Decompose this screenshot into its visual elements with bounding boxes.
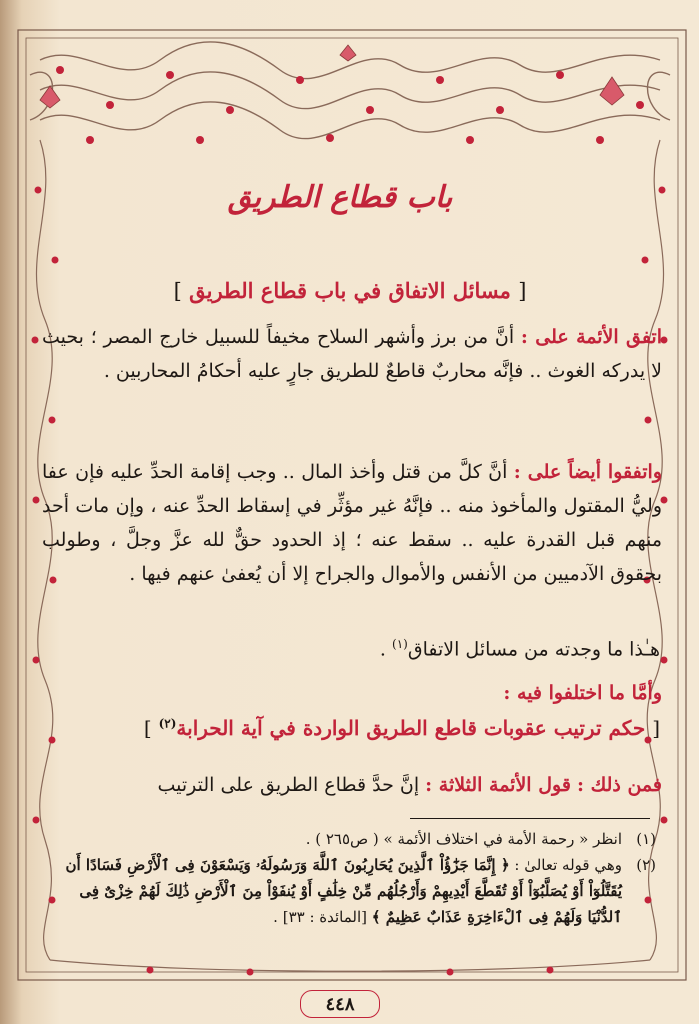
citation: [المائدة : ٣٣] .: [273, 908, 372, 926]
paragraph-lead: فمن ذلك :: [576, 774, 662, 796]
paragraph-lead: اتفق الأئمة على :: [520, 326, 663, 348]
paragraph-end: .: [379, 638, 393, 661]
quran-verse: ﴿ إِنَّمَا جَزَٰٓؤُاْ ٱلَّذِينَ يُحَارِبُونَ ٱللَّهَ وَرَسُولَهُۥ وَيَسْعَوْنَ فِى ٱلْأَرْضِ فَسَادًا أَن يُقَتَّلُوٓاْ أَوْ يُصَلَّبُوٓاْ أَوْ تُقَطَّعَ أَيْدِيهِمْ وَأَرْجُلُهُم مِّنْ خِلَٰفٍ أَوْ يُنفَوْاْ مِنَ ٱلْأَرْضِ ذَٰلِكَ لَهُمْ خِزْىٌ فِى ٱلدُّنْيَا وَلَهُمْ فِى ٱلْءَاخِرَةِ عَذَابٌ عَظِيمٌ ﴾: [65, 856, 622, 926]
section-heading-text: مسائل الاتفاق في باب قطاع الطريق: [189, 278, 511, 303]
page-number: ٤٤٨: [300, 990, 380, 1018]
footnote-divider: [410, 818, 650, 819]
paragraph-text: إنَّ حدَّ قطاع الطريق على الترتيب: [157, 774, 426, 796]
paragraph-text: أنَّ كلَّ من قتل وأخذ المال .. وجب إقامة الحدِّ عليه فإن عفا وليُّ المقتول والمأخوذ منه .. فإنَّهُ غير مؤثِّر في إسقاط الحدِّ عنه ، وإن مات أحد منهم قبل القدرة عليه .. سقط عنه ؛ إذ الحدود حقٌّ لله عزَّ وجلَّ ، وطولب بحقوق الآدميين من الأنفس والأموال والجراح إلا أن يُعفىٰ عنهم فيها .: [42, 461, 662, 585]
footnote-text: انظر « رحمة الأمة في اختلاف الأئمة » ( ص٢٦٥ ) .: [305, 830, 622, 848]
bracket-open: [: [652, 716, 660, 740]
section-heading-ruling: [60, 716, 660, 740]
paragraph-lead-2: قول الأئمة الثلاثة :: [425, 774, 571, 796]
footnote-ref-2[interactable]: (٢): [158, 716, 177, 731]
bracket-close: ]: [173, 279, 182, 303]
footnote-intro: وهي قوله تعالىٰ :: [509, 856, 622, 874]
paragraph-4: [42, 676, 662, 710]
footnote-number: (٢): [636, 856, 656, 874]
bracket-open: [: [518, 279, 527, 303]
footnotes: [50, 826, 656, 930]
section-heading-text: حكم ترتيب عقوبات قاطع الطريق الواردة في آية الحرابة: [176, 716, 646, 740]
paragraph-text: هـٰذا ما وجدته من مسائل الاتفاق: [407, 638, 660, 661]
bracket-close: ]: [143, 716, 152, 740]
paragraph-lead: واتفقوا أيضاً على :: [513, 461, 662, 483]
paragraph-1: [42, 320, 662, 388]
footnote-number: (١): [636, 830, 656, 848]
paragraph-text: وأمَّا ما اختلفوا فيه :: [503, 682, 662, 704]
footnote-1: [50, 826, 656, 852]
paragraph-text: أنَّ من برز وأشهر السلاح مخيفاً للسبيل خارج المصر ؛ بحيث لا يدركه الغوث .. فإنَّه محاربٌ قاطعٌ للطريق جارٍ عليه أحكامُ المحاربين .: [42, 326, 662, 382]
paragraph-3: [80, 627, 660, 666]
footnote-2: [50, 852, 656, 930]
chapter-title: باب قطاع الطريق: [227, 180, 453, 215]
paragraph-5: [42, 768, 662, 802]
footnote-ref-1[interactable]: (١): [392, 637, 408, 651]
section-heading-agreement: [150, 278, 550, 303]
footnote-text: [50, 852, 622, 930]
paragraph-2: [42, 455, 662, 591]
